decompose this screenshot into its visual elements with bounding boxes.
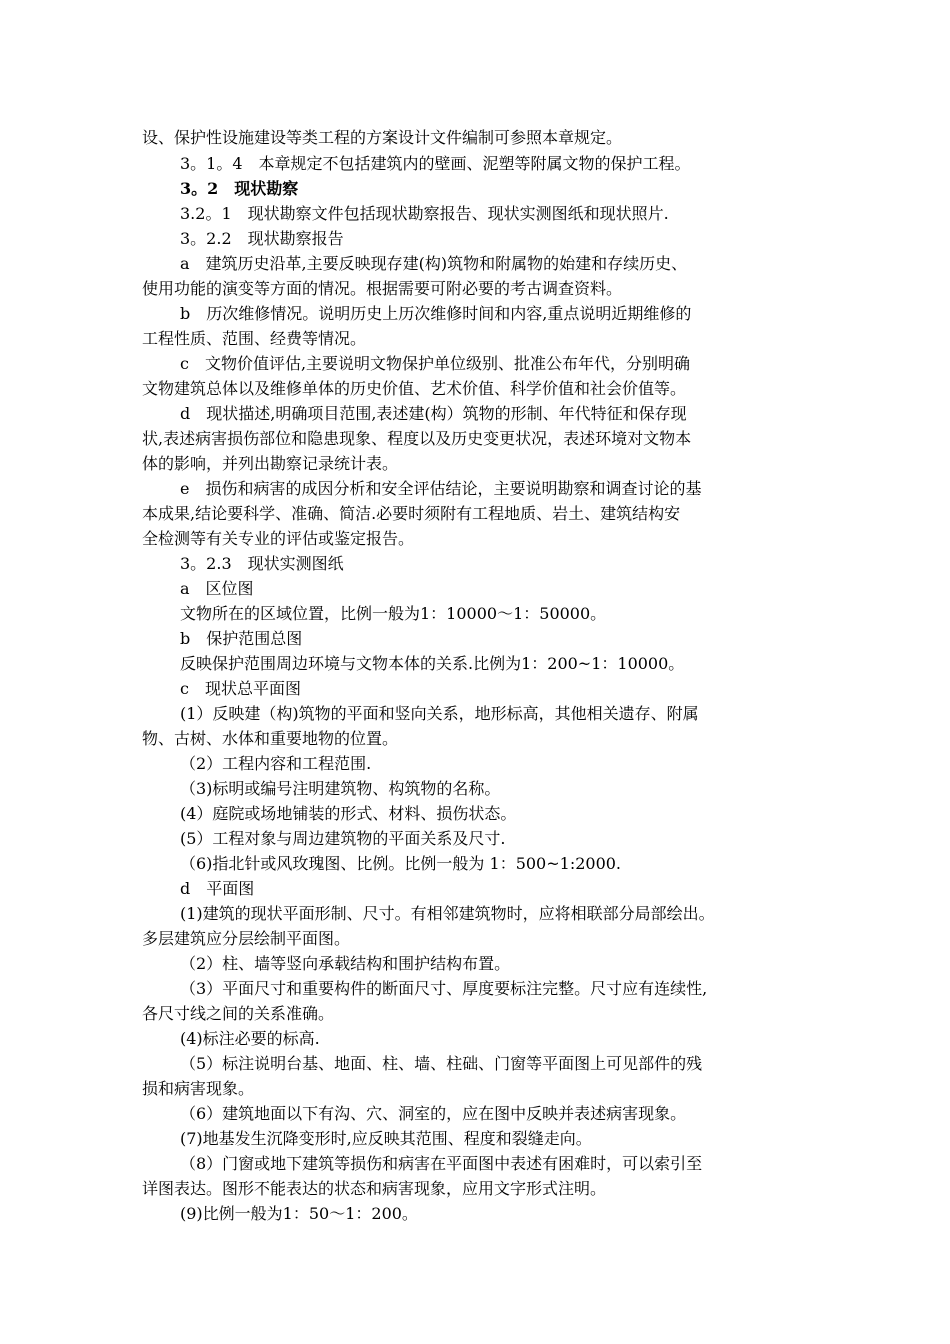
list-item: （2）柱、墙等竖向承载结构和围护结构布置。	[180, 954, 511, 973]
text-line: 反映保护范围周边环境与文物本体的关系.比例为1：200~1：10000。	[180, 654, 685, 673]
item-a-heading: a 区位图	[180, 579, 254, 598]
text-line: 损和病害现象。	[142, 1079, 255, 1098]
text-line: 各尺寸线之间的关系准确。	[142, 1004, 335, 1023]
list-item: (1)建筑的现状平面形制、尺寸。有相邻建筑物时，应将相联部分局部绘出。	[180, 904, 715, 923]
text-line: 本成果,结论要科学、准确、简洁.必要时须附有工程地质、岩土、建筑结构安	[142, 504, 681, 523]
clause-3-2-1: 3.2。1 现状勘察文件包括现状勘察报告、现状实测图纸和现状照片.	[180, 204, 669, 223]
list-item: （5）标注说明台基、地面、柱、墙、柱础、门窗等平面图上可见部件的残	[180, 1054, 703, 1073]
list-item: （3)标明或编号注明建筑物、构筑物的名称。	[180, 779, 501, 798]
text-line: 使用功能的演变等方面的情况。根据需要可附必要的考古调查资料。	[142, 279, 623, 298]
item-a: a 建筑历史沿革,主要反映现存建(构)筑物和附属物的始建和存续历史、	[180, 254, 688, 273]
text-line: 详图表达。图形不能表达的状态和病害现象，应用文字形式注明。	[142, 1179, 607, 1198]
list-item: (4）庭院或场地铺装的形式、材料、损伤状态。	[180, 804, 517, 823]
text-line: 物、古树、水体和重要地物的位置。	[142, 729, 399, 748]
clause-3-2-2-heading: 3。2.2 现状勘察报告	[180, 229, 344, 248]
text-line: 全检测等有关专业的评估或鉴定报告。	[142, 529, 415, 548]
item-c-heading: c 现状总平面图	[180, 679, 301, 698]
item-c: c 文物价值评估,主要说明文物保护单位级别、批准公布年代，分别明确	[180, 354, 691, 373]
text-line: 体的影响，并列出勘察记录统计表。	[142, 454, 399, 473]
text-line: 多层建筑应分层绘制平面图。	[142, 929, 351, 948]
text-line: 文物建筑总体以及维修单体的历史价值、艺术价值、科学价值和社会价值等。	[142, 379, 687, 398]
list-item: (5）工程对象与周边建筑物的平面关系及尺寸.	[180, 829, 506, 848]
list-item: （2）工程内容和工程范围.	[180, 754, 372, 773]
item-b-heading: b 保护范围总图	[180, 629, 303, 648]
list-item: (7)地基发生沉降变形时,应反映其范围、程度和裂缝走向。	[180, 1129, 592, 1148]
list-item: (4)标注必要的标高.	[180, 1029, 320, 1048]
text-line: 设、保护性设施建设等类工程的方案设计文件编制可参照本章规定。	[142, 128, 623, 147]
item-d: d 现状描述,明确项目范围,表述建(构）筑物的形制、年代特征和保存现	[180, 404, 687, 423]
item-b: b 历次维修情况。说明历史上历次维修时间和内容,重点说明近期维修的	[180, 304, 692, 323]
text-line: 状,表述病害损伤部位和隐患现象、程度以及历史变更状况，表述环境对文物本	[142, 429, 692, 448]
list-item: (1）反映建（构)筑物的平面和竖向关系，地形标高，其他相关遗存、附属	[180, 704, 699, 723]
list-item: （8）门窗或地下建筑等损伤和病害在平面图中表述有困难时，可以索引至	[180, 1154, 703, 1173]
list-item: （6)指北针或风玫瑰图、比例。比例一般为 1：500~1:2000.	[180, 854, 622, 873]
item-e: e 损伤和病害的成因分析和安全评估结论，主要说明勘察和调查讨论的基	[180, 479, 702, 498]
section-heading: 3。2 现状勘察	[180, 179, 299, 198]
list-item: (9)比例一般为1：50～1：200。	[180, 1204, 418, 1223]
list-item: （6）建筑地面以下有沟、穴、洞室的，应在图中反映并表述病害现象。	[180, 1104, 687, 1123]
text-line: 文物所在的区域位置，比例一般为1：10000～1：50000。	[180, 604, 607, 623]
list-item: （3）平面尺寸和重要构件的断面尺寸、厚度要标注完整。尺寸应有连续性,	[180, 979, 708, 998]
text-line: 工程性质、范围、经费等情况。	[142, 329, 367, 348]
clause-3-2-3-heading: 3。2.3 现状实测图纸	[180, 554, 344, 573]
item-d-heading: d 平面图	[180, 879, 255, 898]
clause-3-1-4: 3。1。4 本章规定不包括建筑内的壁画、泥塑等附属文物的保护工程。	[180, 154, 691, 173]
